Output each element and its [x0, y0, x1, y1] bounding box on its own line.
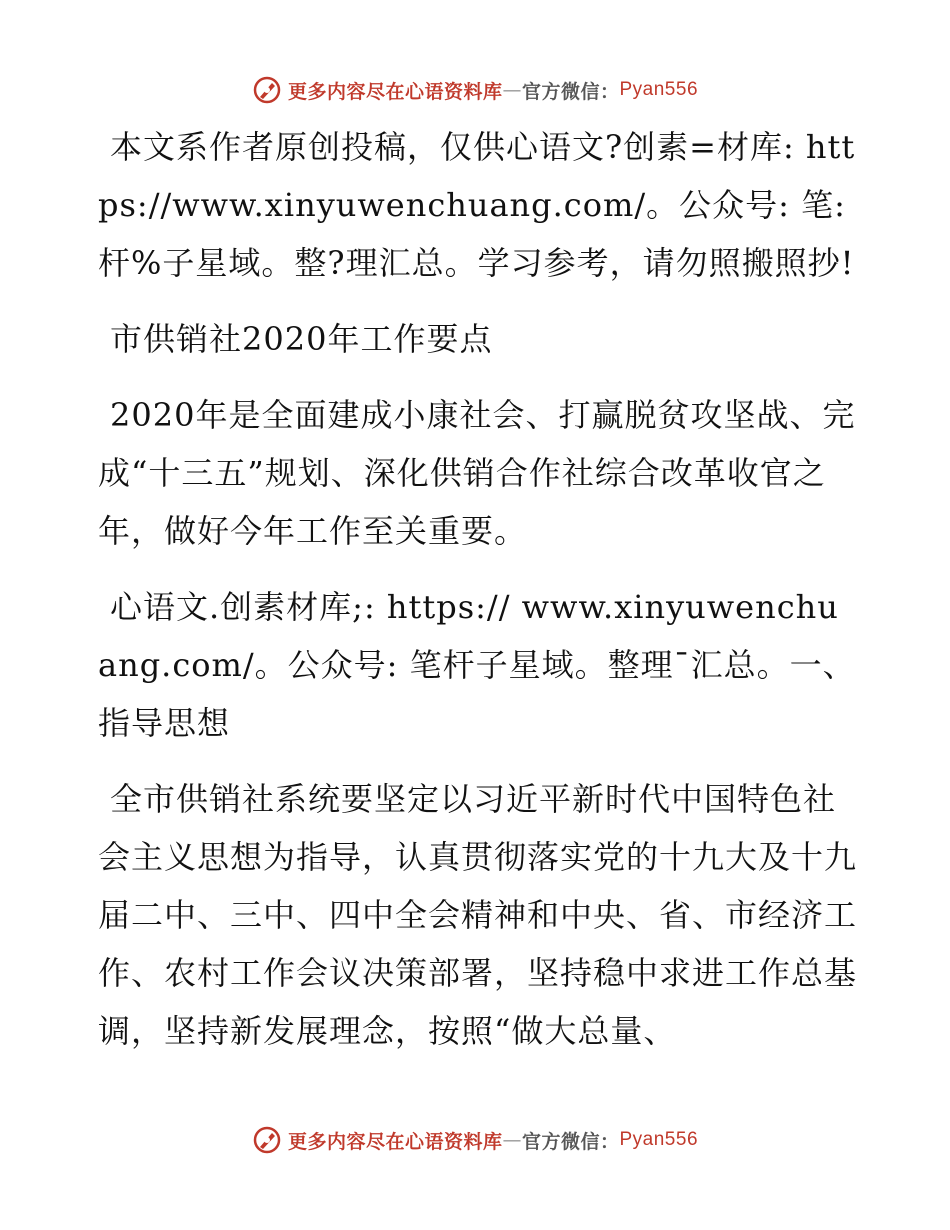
banner-wechat-id: Pyan556	[619, 1129, 699, 1150]
paragraph-intro: 2020年是全面建成小康社会、打赢脱贫攻坚战、完成“十三五”规划、深化供销合作社综合改革收官之年，做好今年工作至关重要。	[98, 396, 856, 550]
paragraph-disclaimer: 本文系作者原创投稿，仅供心语文?创素=材库: https://www.xinyuwenchuang.com/。公众号: 笔: 杆%子星域。整?理汇总。学习参考，请勿照搬照抄!	[98, 128, 856, 282]
header-banner	[0, 70, 950, 110]
banner-separator: —	[502, 79, 522, 101]
quill-logo-icon	[252, 75, 282, 105]
document-body	[98, 118, 858, 1078]
banner-wechat-id: Pyan556	[619, 79, 699, 100]
banner-wechat-label: 官方微信：	[521, 80, 620, 103]
document-title: 市供销社2020年工作要点	[110, 320, 493, 358]
banner-separator: —	[502, 1129, 522, 1151]
banner-wechat-label: 官方微信：	[521, 1130, 620, 1153]
quill-logo-icon	[252, 1125, 282, 1155]
paragraph-source-and-heading: 心语文.创素材库;: https:// www.xinyuwenchuang.com/。公众号: 笔杆子星域。整理¯汇总。一、指导思想	[98, 588, 856, 742]
footer-banner	[0, 1120, 950, 1160]
banner-text: 更多内容尽在心语资料库	[287, 1130, 503, 1153]
paragraph-guiding-ideology: 全市供销社系统要坚定以习近平新时代中国特色社会主义思想为指导，认真贯彻落实党的十九大及十九届二中、三中、四中全会精神和中央、省、市经济工作、农村工作会议决策部署，坚持稳中求进工作总基调，坚持新发展理念，按照“做大总量、	[98, 780, 858, 1050]
banner-text: 更多内容尽在心语资料库	[287, 80, 503, 103]
